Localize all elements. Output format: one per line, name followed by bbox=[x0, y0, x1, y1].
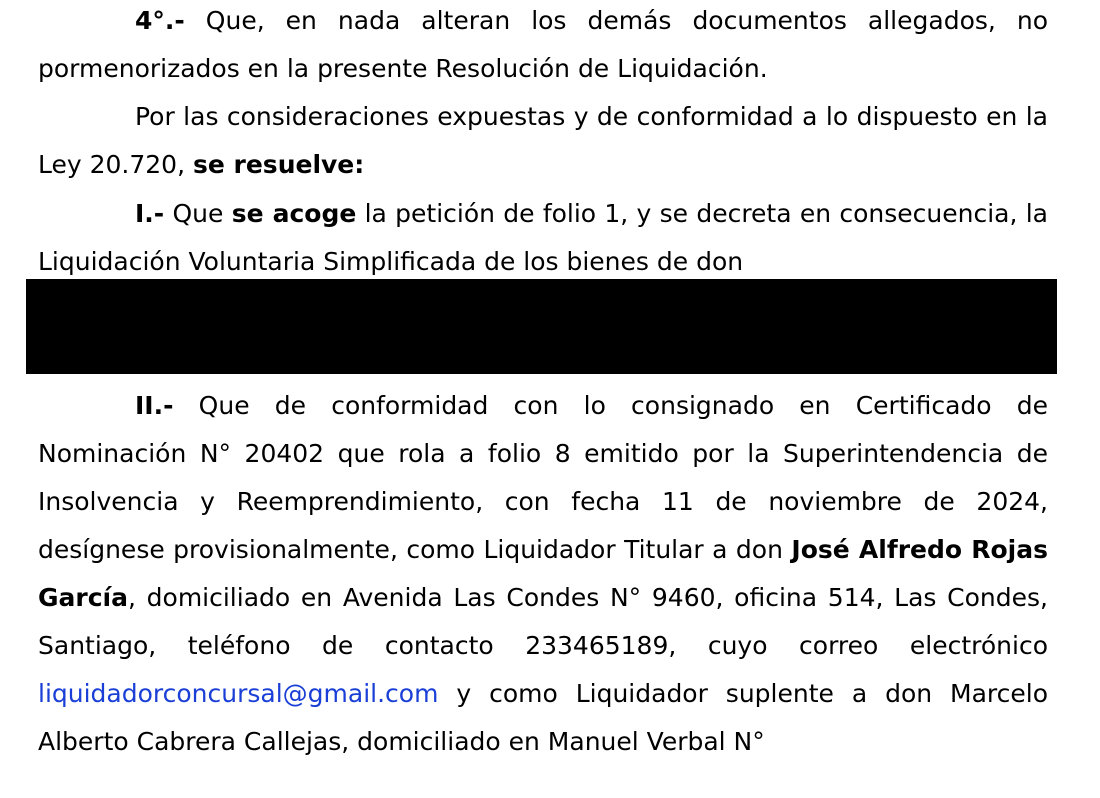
resolution-II-label: II.- bbox=[135, 391, 174, 420]
resolution-II-text-1: Que de conformidad con lo consignado en Certificado de Nominación N° 20402 que rola a folio 8 emitido por la Superintendencia de Insolvencia y Reemprendimiento, con fecha 11 de noviembre de 2024, desígnese provisionalmente, como Liquidador Titular a don bbox=[38, 391, 1048, 564]
resolution-II bbox=[38, 382, 1048, 766]
resolution-II-text-3: y como Liquidador suplente a don Marcelo Alberto Cabrera Callejas, domiciliado en Manuel Verbal N° bbox=[38, 679, 1048, 756]
paragraph-4-label: 4°.- bbox=[135, 6, 185, 35]
liquidator-name: José Alfredo Rojas García bbox=[38, 535, 1049, 612]
resolution-I-label: I.- bbox=[135, 199, 165, 228]
resolution-I-text: la petición de folio 1, y se decreta en consecuencia, la Liquidación Voluntaria Simplificada de los bienes de don bbox=[38, 199, 1048, 276]
paragraph-4-text: Que, en nada alteran los demás documentos allegados, no pormenorizados en la presente Resolución de Liquidación. bbox=[38, 6, 1048, 83]
paragraph-considerations bbox=[38, 93, 1048, 189]
considerations-bold: se resuelve: bbox=[192, 150, 365, 179]
redaction-block bbox=[26, 279, 1057, 374]
resolution-II-text-2: , domiciliado en Avenida Las Condes N° 9460, oficina 514, Las Condes, Santiago, teléfono de contacto 233465189, cuyo correo electrónico bbox=[38, 583, 1048, 660]
resolution-I-pre: Que bbox=[164, 199, 232, 228]
email-link[interactable]: liquidadorconcursal@gmail.com bbox=[38, 679, 439, 708]
resolution-I-bold: se acoge bbox=[231, 199, 357, 228]
paragraph-4 bbox=[38, 0, 1048, 93]
considerations-text: Por las consideraciones expuestas y de conformidad a lo dispuesto en la Ley 20.720, bbox=[38, 102, 1048, 179]
resolution-I bbox=[38, 190, 1048, 286]
